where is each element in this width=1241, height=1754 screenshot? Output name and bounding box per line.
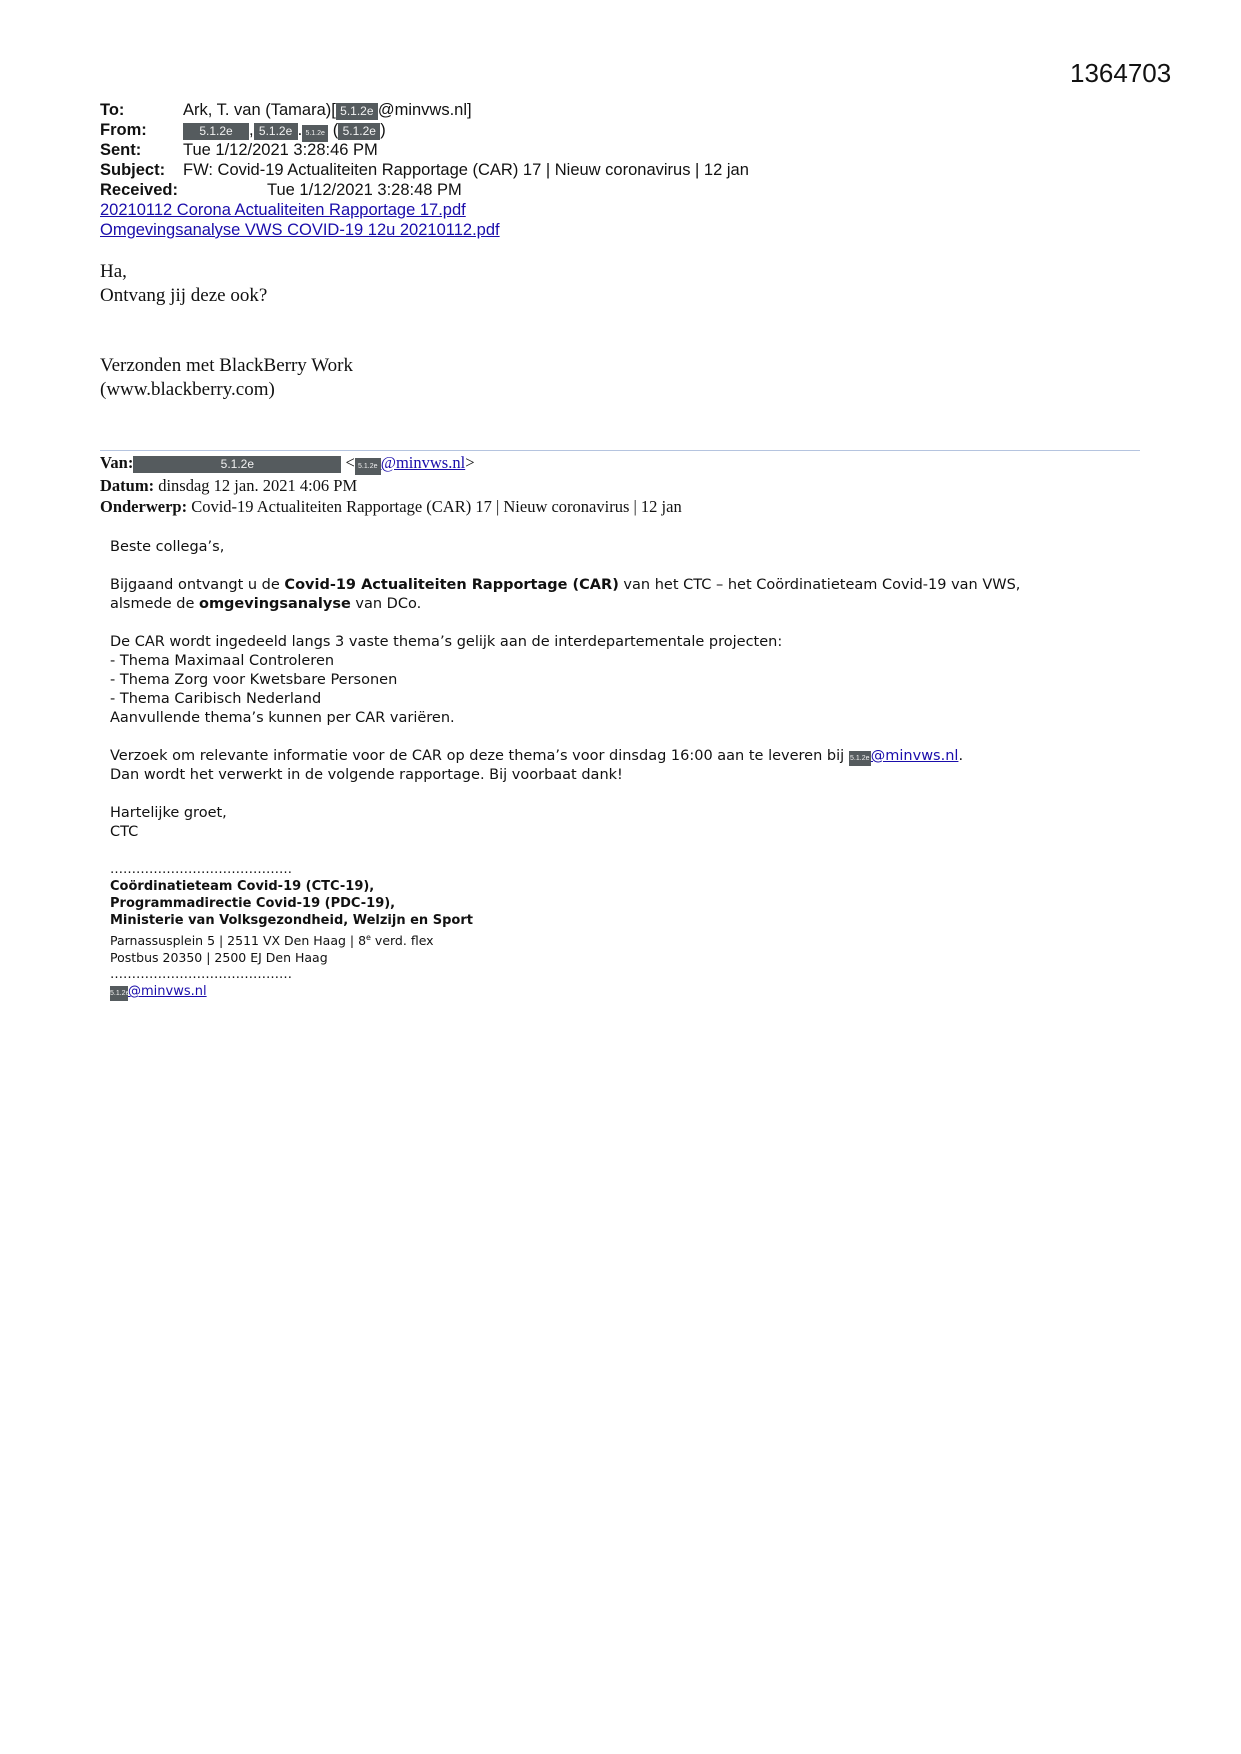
separator: . bbox=[297, 121, 303, 139]
blackberry-line: Verzonden met BlackBerry Work bbox=[100, 355, 353, 376]
redaction-block: 5.1.2e bbox=[338, 123, 380, 140]
angle-open: < bbox=[345, 453, 355, 472]
theme-item: - Thema Zorg voor Kwetsbare Personen bbox=[110, 672, 398, 688]
forwarded-header bbox=[100, 452, 682, 517]
signature-dots: …………………………………… bbox=[110, 967, 292, 983]
redaction-block: 5.1.2e bbox=[110, 986, 128, 1001]
onderwerp-label: Onderwerp: bbox=[100, 497, 188, 516]
redaction-block: 5.1.2e bbox=[133, 456, 341, 473]
sent-label: Sent: bbox=[100, 141, 142, 159]
text: Bijgaand ontvangt u de bbox=[110, 577, 285, 593]
body-paragraph bbox=[110, 576, 1140, 595]
van-email-link[interactable]: @minvws.nl bbox=[380, 453, 466, 472]
paren-close: ) bbox=[380, 121, 386, 139]
van-label: Van: bbox=[100, 453, 134, 472]
text: alsmede de bbox=[110, 596, 199, 612]
blackberry-signature bbox=[100, 354, 353, 402]
subject-row bbox=[100, 160, 749, 180]
themes-outro: Aanvullende thema’s kunnen per CAR variëren. bbox=[110, 710, 455, 726]
received-row bbox=[100, 180, 500, 200]
reply-note bbox=[100, 260, 267, 308]
bold-text: Covid-19 Actualiteiten Rapportage (CAR) bbox=[284, 577, 619, 593]
text: van het CTC – het Coördinatieteam Covid-19 van VWS, bbox=[618, 577, 1021, 593]
text: Parnassusplein 5 | 2511 VX Den Haag | 8 bbox=[110, 933, 367, 949]
text: verd. flex bbox=[370, 933, 434, 949]
received-label: Received: bbox=[100, 181, 178, 199]
blackberry-url: (www.blackberry.com) bbox=[100, 379, 275, 400]
email-header bbox=[100, 100, 749, 240]
email-body bbox=[110, 538, 1140, 1001]
van-row bbox=[100, 452, 682, 475]
redaction-block: 5.1.2e bbox=[849, 751, 871, 766]
signature-dots: …………………………………… bbox=[110, 862, 292, 877]
received-value: Tue 1/12/2021 3:28:48 PM bbox=[267, 181, 462, 199]
subject-value: FW: Covid-19 Actualiteiten Rapportage (CAR) 17 | Nieuw coronavirus | 12 jan bbox=[183, 161, 749, 179]
attachment-link[interactable]: Omgevingsanalyse VWS COVID-19 12u 20210112.pdf bbox=[100, 221, 500, 239]
datum-label: Datum: bbox=[100, 476, 155, 495]
themes-intro: De CAR wordt ingedeeld langs 3 vaste thema’s gelijk aan de interdepartementale projecten: bbox=[110, 634, 783, 650]
attachment-link[interactable]: 20210112 Corona Actualiteiten Rapportage 17.pdf bbox=[100, 201, 466, 219]
sent-value: Tue 1/12/2021 3:28:46 PM bbox=[183, 141, 378, 159]
note-question: Ontvang jij deze ook? bbox=[100, 285, 268, 306]
subject-label: Subject: bbox=[100, 161, 166, 179]
closing-line: Hartelijke groet, bbox=[110, 805, 227, 821]
redaction-block: 5.1.2e bbox=[302, 125, 328, 142]
datum-row bbox=[100, 475, 682, 496]
signature-email-link[interactable]: @minvws.nl bbox=[128, 984, 207, 1000]
paren-open: ( bbox=[332, 121, 339, 139]
request-paragraph bbox=[110, 747, 1140, 766]
request-paragraph-2: Dan wordt het verwerkt in de volgende rapportage. Bij voorbaat dank! bbox=[110, 767, 623, 783]
theme-item: - Thema Caribisch Nederland bbox=[110, 691, 322, 707]
text: . bbox=[958, 748, 964, 764]
signature-email-row bbox=[110, 983, 1140, 1001]
from-value bbox=[183, 120, 386, 142]
body-greeting: Beste collega’s, bbox=[110, 539, 225, 555]
datum-value: dinsdag 12 jan. 2021 4:06 PM bbox=[158, 476, 358, 495]
to-value bbox=[183, 100, 472, 120]
redaction-block: 5.1.2e bbox=[355, 458, 381, 475]
to-email-suffix: @minvws.nl] bbox=[377, 101, 472, 119]
from-label: From: bbox=[100, 121, 147, 139]
signature-address bbox=[110, 929, 1140, 949]
from-row bbox=[100, 120, 500, 140]
onderwerp-value: Covid-19 Actualiteiten Rapportage (CAR) 17 | Nieuw coronavirus | 12 jan bbox=[191, 497, 682, 516]
note-greeting: Ha, bbox=[100, 261, 127, 282]
to-row bbox=[100, 100, 500, 120]
redaction-block: 5.1.2e bbox=[254, 123, 298, 140]
closing-sender: CTC bbox=[110, 824, 139, 840]
onderwerp-row bbox=[100, 496, 682, 517]
theme-item: - Thema Maximaal Controleren bbox=[110, 653, 335, 669]
sent-row bbox=[100, 140, 500, 160]
document-id: 1364703 bbox=[1070, 58, 1172, 88]
to-name: Ark, T. van (Tamara)[ bbox=[183, 101, 336, 119]
body-paragraph bbox=[110, 595, 1140, 614]
redaction-block: 5.1.2e bbox=[336, 103, 378, 120]
signature-team: Coördinatieteam Covid-19 (CTC-19), bbox=[110, 879, 375, 894]
text: Verzoek om relevante informatie voor de CAR op deze thema’s voor dinsdag 16:00 aan te leveren bij bbox=[110, 748, 849, 764]
signature-directorate: Programmadirectie Covid-19 (PDC-19), bbox=[110, 896, 396, 911]
angle-close: > bbox=[465, 453, 475, 472]
bold-text: omgevingsanalyse bbox=[198, 596, 351, 612]
to-label: To: bbox=[100, 101, 125, 119]
text: e bbox=[366, 933, 371, 942]
request-email-link[interactable]: @minvws.nl bbox=[870, 748, 959, 764]
text: van DCo. bbox=[350, 596, 422, 612]
redaction-block: 5.1.2e bbox=[183, 123, 249, 140]
signature-ministry: Ministerie van Volksgezondheid, Welzijn en Sport bbox=[110, 913, 473, 928]
divider bbox=[100, 450, 1140, 451]
separator: , bbox=[249, 121, 254, 139]
email-signature bbox=[110, 861, 1140, 1001]
signature-postbus: Postbus 20350 | 2500 EJ Den Haag bbox=[110, 950, 328, 966]
